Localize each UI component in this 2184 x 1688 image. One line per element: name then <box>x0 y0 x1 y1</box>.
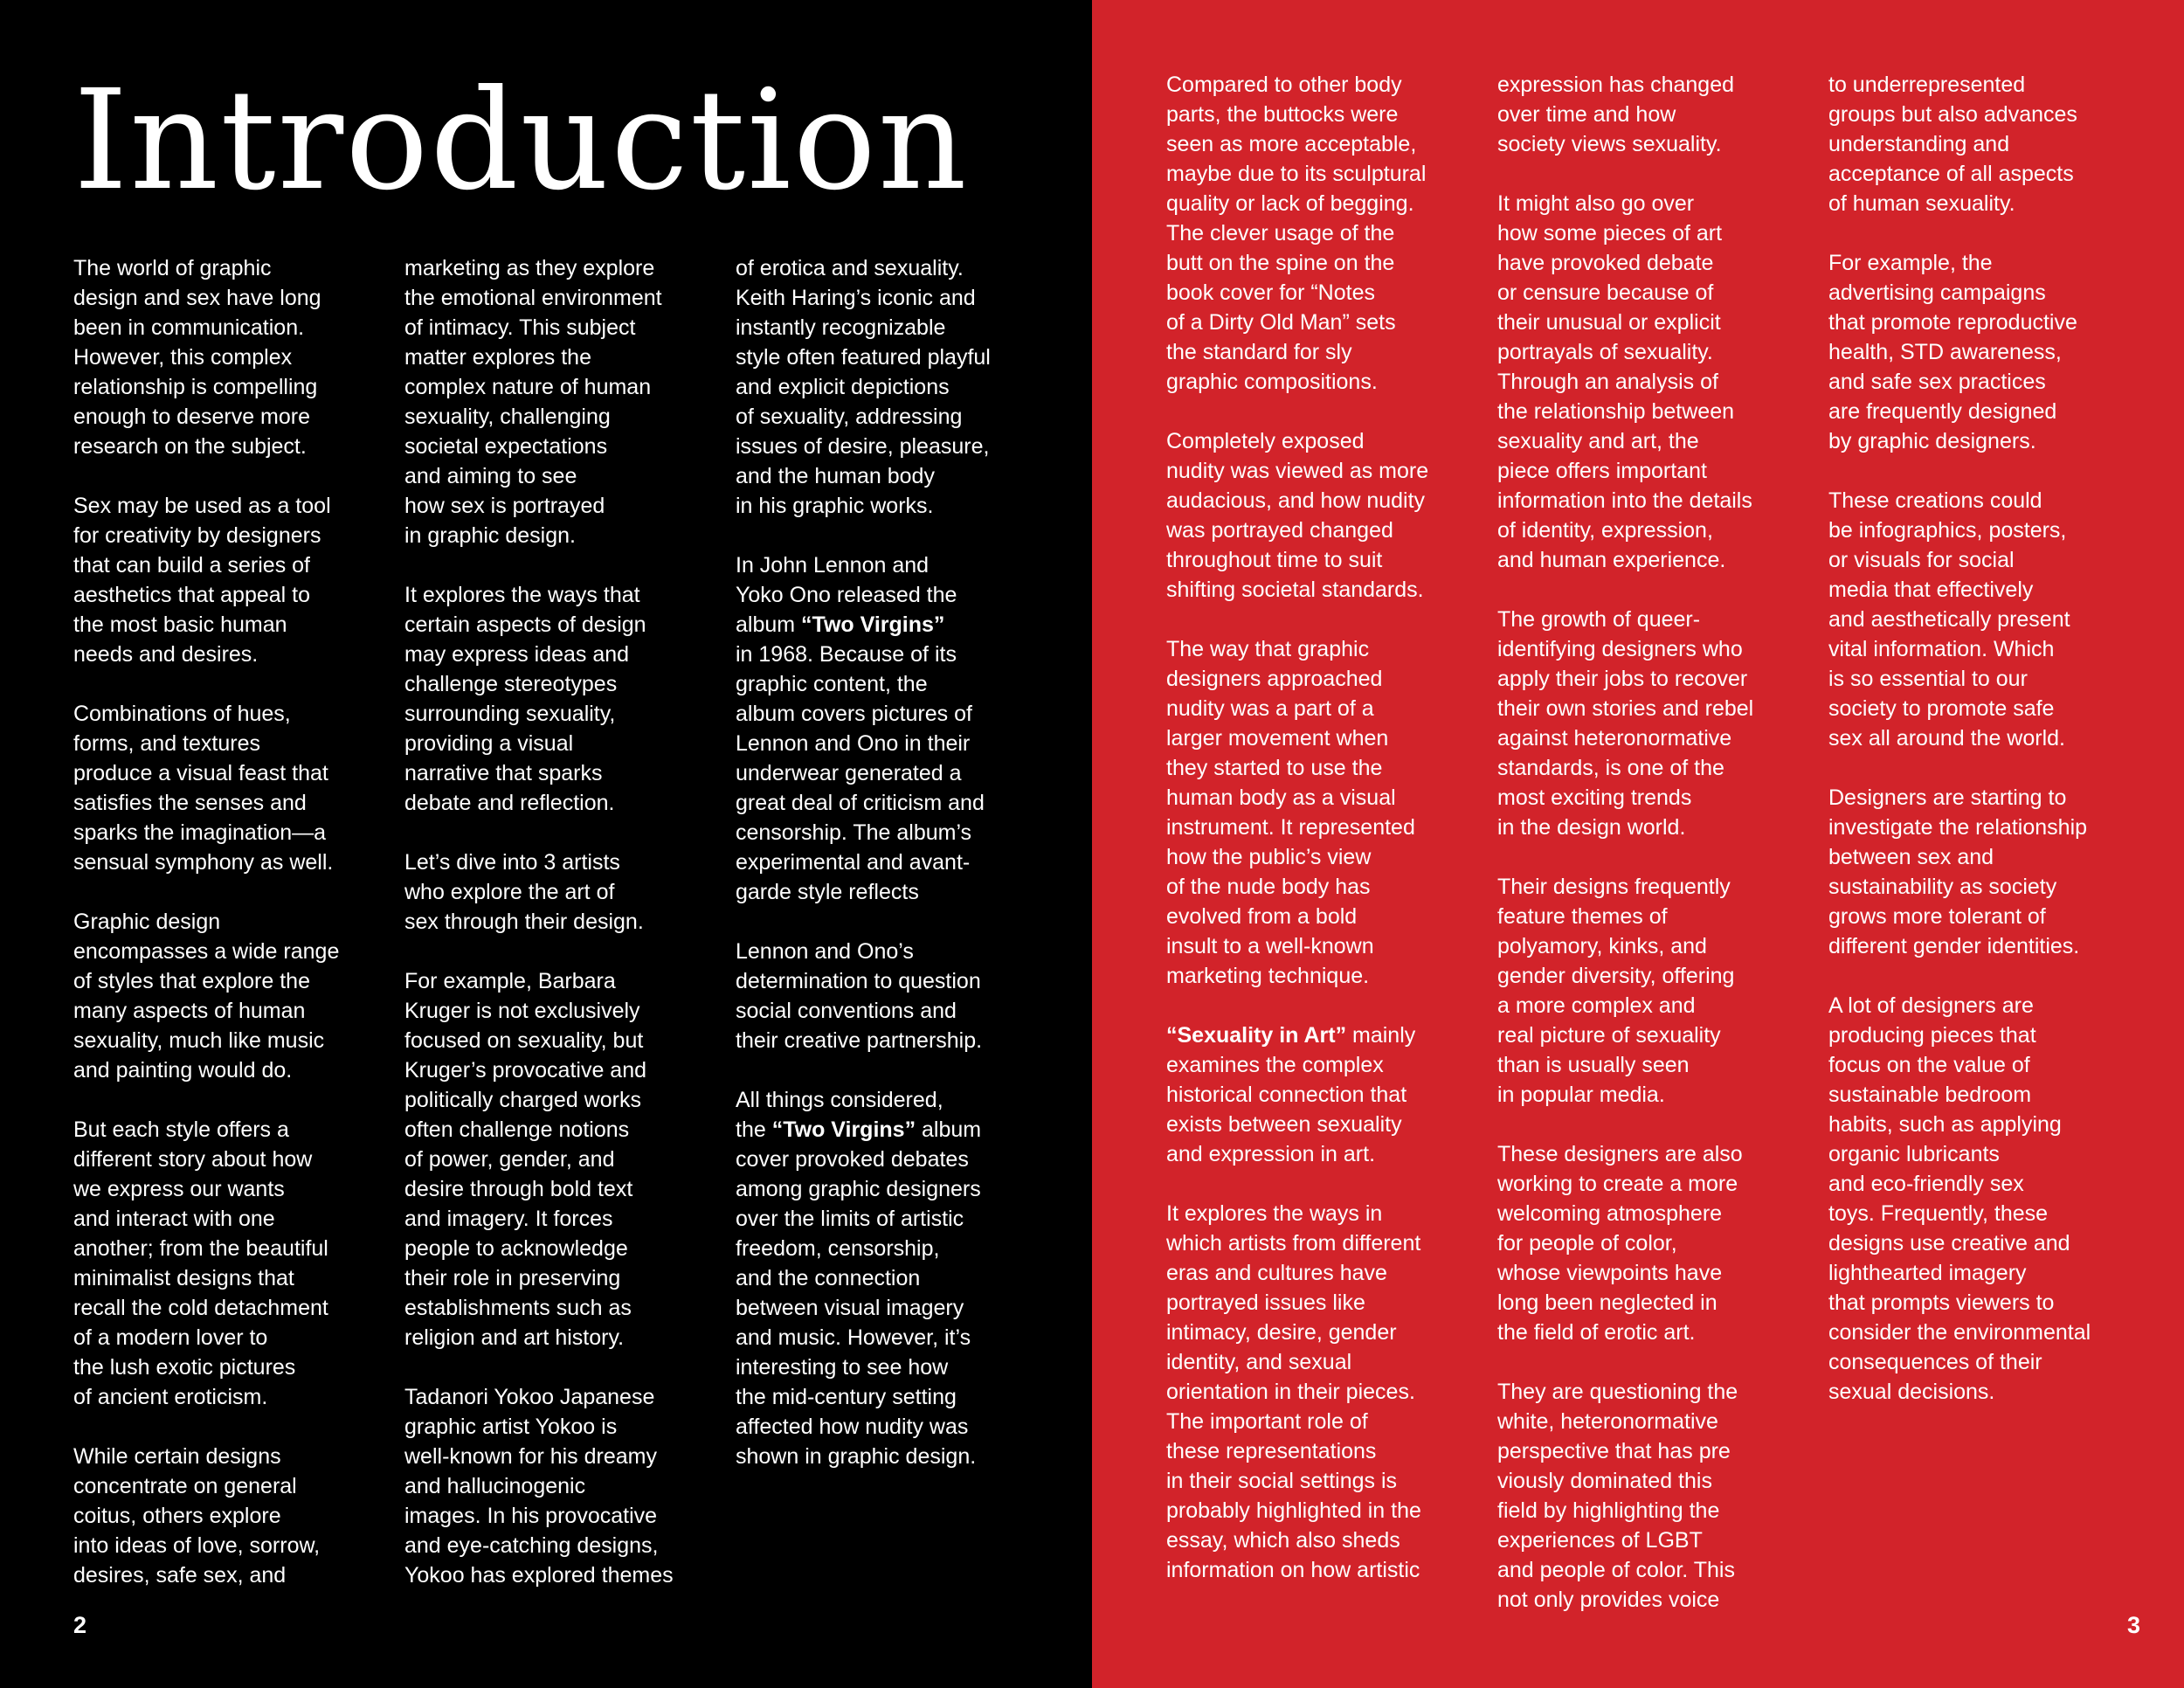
paragraph-text: All things considered, the <box>736 1088 943 1142</box>
paragraph <box>736 550 1059 907</box>
paragraph: While certain designs concentrate on general coitus, others explore into ideas of love, sorrow, desires, safe sex, and <box>73 1444 321 1588</box>
paragraph-text: In John Lennon and Yoko Ono released the album <box>736 553 957 637</box>
paragraph: Let’s dive into 3 artists who explore the art of sex through their design. <box>404 850 644 934</box>
paragraph: to underrepresented groups but also advances understanding and acceptance of all aspects of human sexuality. <box>1828 73 2077 216</box>
paragraph: These designers are also working to create a more welcoming atmosphere for people of color, whose viewpoints have long been neglected in the field of erotic art. <box>1497 1142 1743 1345</box>
right-column-2 <box>1497 70 1807 1620</box>
paragraph: But each style offers a different story about how we express our wants and interact with one another; from the beautiful minimalist designs that recall the cold detachment of a modern lover to the lush exotic pictures of ancient eroticism. <box>73 1117 328 1409</box>
paragraph: Graphic design encompasses a wide range of styles that explore the many aspects of human sexuality, much like music and painting would do. <box>73 910 340 1083</box>
paragraph: The growth of queer- identifying designers who apply their jobs to recover their own stories and rebel against heteronormative standards, is one of the most exciting trends in the design world. <box>1497 607 1754 840</box>
paragraph-text: in 1968. Because of its graphic content, the album covers pictures of Lennon and Ono in their underwear generated a great deal of criticism and censorship. The album’s experimental and avant- garde style reflects <box>736 642 985 904</box>
paragraph: Completely exposed nudity was viewed as more audacious, and how nudity was portrayed changed throughout time to suit shifting societal standards. <box>1166 429 1429 602</box>
paragraph: Combinations of hues, forms, and textures produce a visual feast that satisfies the senses and sparks the imagination—a sensual symphony as well. <box>73 702 334 875</box>
right-column-3 <box>1828 70 2139 1620</box>
paragraph: expression has changed over time and how society views sexuality. <box>1497 73 1735 156</box>
page-title: Introduction <box>73 60 969 221</box>
paragraph: Lennon and Ono’s determination to question social conventions and their creative partnership. <box>736 939 983 1053</box>
page-number-left: 2 <box>73 1612 87 1638</box>
bold-title: “Two Virgins” <box>801 612 945 637</box>
paragraph: Sex may be used as a tool for creativity by designers that can build a series of aesthetics that appeal to the most basic human needs and desires. <box>73 494 331 667</box>
paragraph-text: mainly examines the complex historical connection that exists between sexuality and expression in art. <box>1166 1023 1416 1166</box>
paragraph: The way that graphic designers approached nudity was a part of a larger movement when they started to use the human body as a visual instrument. It represented how the public’s view of the nude body has evolved from a bold insult to a well-known marketing technique. <box>1166 637 1415 988</box>
paragraph: It explores the ways that certain aspects of design may express ideas and challenge stereotypes surrounding sexuality, providing a visual narrative that sparks debate and reflection. <box>404 583 646 815</box>
right-page <box>1092 0 2184 1688</box>
paragraph <box>736 1085 1059 1471</box>
paragraph: These creations could be infographics, posters, or visuals for social media that effectively and aesthetically present vital information. Which is so essential to our society to promote safe sex all around the world. <box>1828 488 2070 751</box>
paragraph: They are questioning the white, heteronormative perspective that has pre viously dominated this field by highlighting the experiences of LGBT and people of color. This not only provides voice <box>1497 1380 1738 1612</box>
paragraph: For example, the advertising campaigns that promote reproductive health, STD awareness, and safe sex practices are frequently designed by graphic designers. <box>1828 251 2077 453</box>
left-column-1 <box>73 253 397 1597</box>
bold-title: “Sexuality in Art” <box>1166 1023 1347 1048</box>
paragraph: Tadanori Yokoo Japanese graphic artist Yokoo is well-known for his dreamy and hallucinogenic images. In his provocative and eye-catching designs, Yokoo has explored themes <box>404 1385 674 1588</box>
left-column-2 <box>404 253 728 1597</box>
paragraph: marketing as they explore the emotional environment of intimacy. This subject matter explores the complex nature of human sexuality, challenging societal expectations and aiming to see how sex is portrayed in graphic design. <box>404 256 662 548</box>
paragraph: of erotica and sexuality. Keith Haring’s iconic and instantly recognizable style often featured playful and explicit depictions of sexuality, addressing issues of desire, pleasure, and the human body in his graphic works. <box>736 256 991 518</box>
paragraph: It might also go over how some pieces of art have provoked debate or censure because of their unusual or explicit portrayals of sexuality. Through an analysis of the relationship between sexuality and art, the piece offers important information into the details of identity, expression, and human experience. <box>1497 191 1752 572</box>
right-column-1 <box>1166 70 1476 1620</box>
paragraph: For example, Barbara Kruger is not exclusively focused on sexuality, but Kruger’s provocative and politically charged works often challenge notions of power, gender, and desire through bold text and imagery. It forces people to acknowledge their role in preserving establishments such as religion and art history. <box>404 969 647 1350</box>
left-column-3 <box>736 253 1059 1597</box>
bold-title: “Two Virgins” <box>771 1117 916 1142</box>
paragraph: The world of graphic design and sex have long been in communication. However, this complex relationship is compelling enough to deserve more research on the subject. <box>73 256 321 459</box>
paragraph: Compared to other body parts, the buttocks were seen as more acceptable, maybe due to its sculptural quality or lack of begging. The clever usage of the butt on the spine on the book cover for “Notes of a Dirty Old Man” sets the standard for sly graphic compositions. <box>1166 73 1427 394</box>
paragraph: It explores the ways in which artists from different eras and cultures have portrayed issues like intimacy, desire, gender identity, and sexual orientation in their pieces. The important role of these representations in their social settings is probably highlighted in the essay, which also sheds information on how artistic <box>1166 1201 1421 1582</box>
paragraph: Designers are starting to investigate the relationship between sex and sustainability as society grows more tolerant of different gender identities. <box>1828 785 2088 958</box>
paragraph: Their designs frequently feature themes of polyamory, kinks, and gender diversity, offering a more complex and real picture of sexuality than is usually seen in popular media. <box>1497 875 1735 1107</box>
page-number-right: 3 <box>2126 1612 2140 1638</box>
paragraph: A lot of designers are producing pieces that focus on the value of sustainable bedroom habits, such as applying organic lubricants and eco-friendly sex toys. Frequently, these designs use creative and lighthearted imagery that prompts viewers to consider the environmental consequences of their sexual decisions. <box>1828 993 2091 1404</box>
paragraph <box>1166 1020 1476 1169</box>
paragraph-text: album cover provoked debates among graphic designers over the limits of artistic freedom, censorship, and the connection between visual imagery and music. However, it’s interesting to see how the mid-century setting affected how nudity was shown in graphic design. <box>736 1117 982 1469</box>
